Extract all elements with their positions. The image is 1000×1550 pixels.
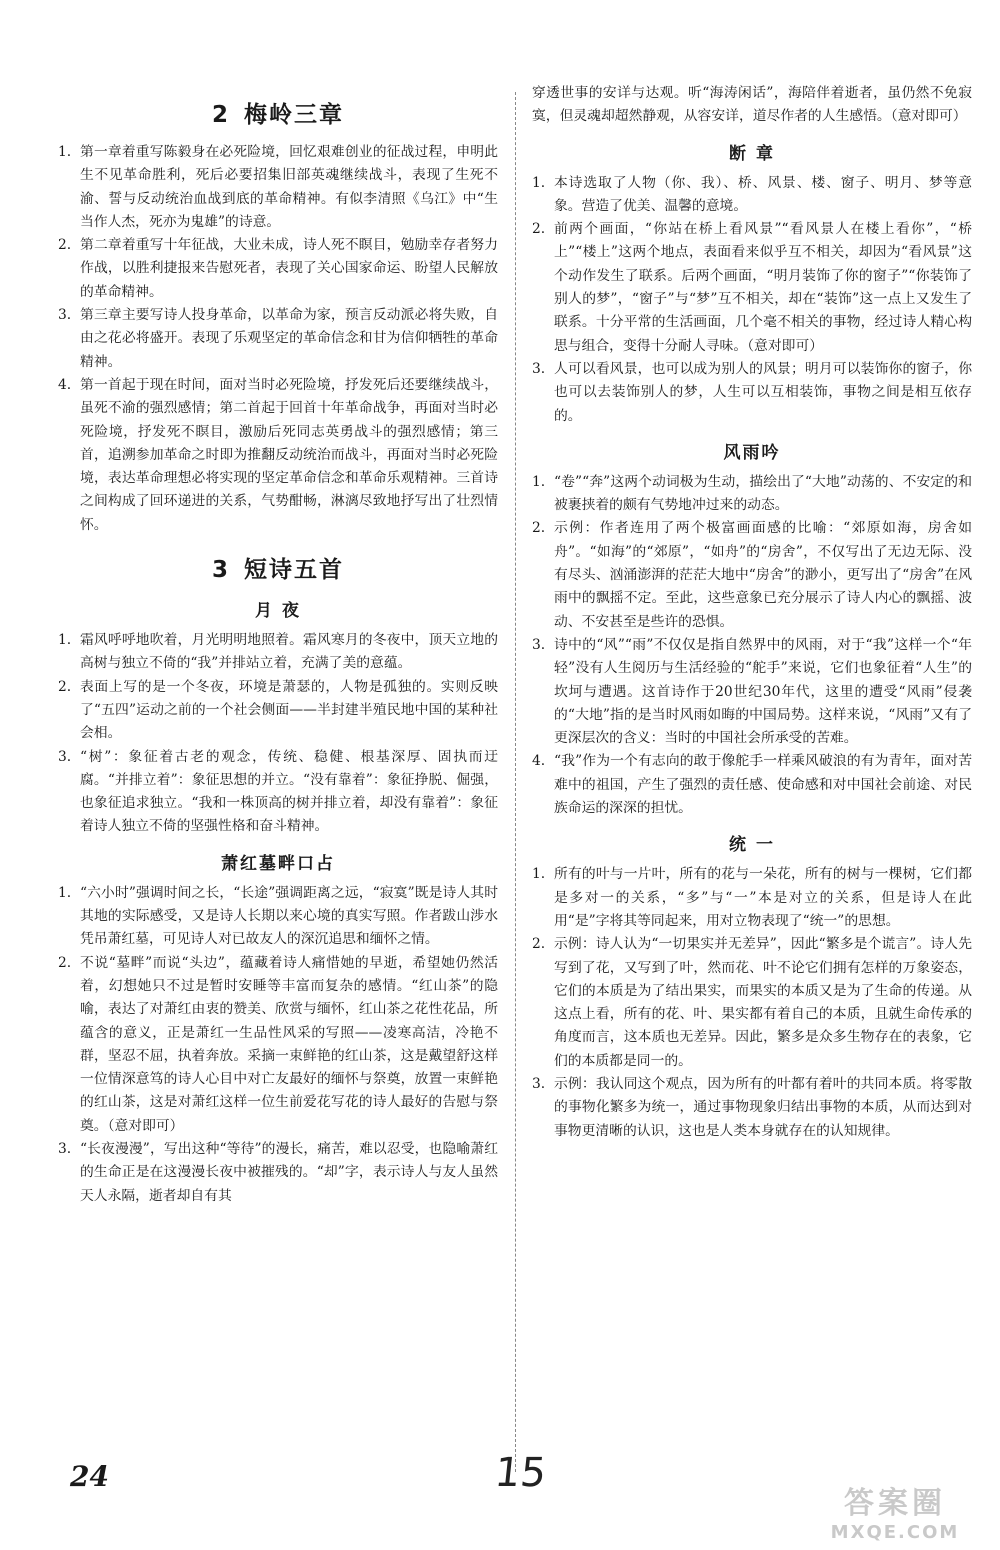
item-number: 1. — [58, 884, 72, 901]
item-text: “六小时”强调时间之长，“长途”强调距离之远，“寂寞”既是诗人其时其地的实际感受，又是诗人长期以来心境的真实写照。作者跋山涉水凭吊萧红墓，可见诗人对已故友人的深沉追思和缅怀之情。 — [80, 884, 498, 948]
answer-item — [58, 746, 498, 839]
item-text: 人可以看风景，也可以成为别人的风景；明月可以装饰你的窗子，你也可以去装饰别人的梦，人生可以互相装饰，事物之间是相互依存的。 — [554, 360, 972, 424]
chapter-heading-3 — [58, 551, 498, 584]
item-text: 第三章主要写诗人投身革命，以革命为家，预言反动派必将失败，自由之花必将盛开。表现了乐观坚定的革命信念和甘为信仰牺牲的革命精神。 — [80, 307, 498, 370]
item-number: 3. — [532, 1075, 546, 1092]
answer-item — [532, 172, 972, 219]
column-divider — [515, 92, 516, 1472]
item-text: “卷”“奔”这两个动词极为生动，描绘出了“大地”动荡的、不安定的和被裹挟着的颇有气势地冲过来的动态。 — [554, 473, 972, 514]
item-number: 2. — [532, 520, 546, 537]
item-number: 2. — [58, 678, 72, 695]
poem-title-tongyi: 统 一 — [729, 835, 775, 856]
answer-item — [532, 471, 972, 518]
item-number: 2. — [532, 221, 546, 238]
item-number: 3. — [58, 307, 72, 324]
left-column — [58, 82, 498, 1208]
item-number: 4. — [532, 753, 546, 770]
chapter-title: 短诗五首 — [244, 557, 344, 584]
item-number: 1. — [58, 144, 72, 160]
poem-title-duanzhang: 断 章 — [729, 143, 775, 164]
item-number: 2. — [58, 237, 72, 254]
answer-item — [58, 374, 498, 537]
poem-title-fengyuyin: 风雨吟 — [723, 442, 781, 463]
answer-item — [58, 882, 498, 952]
item-number: 1. — [532, 866, 546, 883]
poem-title-yueye: 月 夜 — [255, 601, 301, 622]
item-number: 3. — [532, 636, 546, 653]
chapter-heading-2 — [58, 96, 498, 129]
item-text: 前两个画面，“你站在桥上看风景”“看风景人在楼上看你”，“桥上”“楼上”这两个地点，表面看来似乎互不相关，却因为“看风景”这个动作发生了联系。后两个画面，“明月装饰了你的窗子”“你装饰了别人的梦”，“窗子”与“梦”互不相关，却在“装饰”这一点上又发生了联系。十分平常的生活画面，几个毫不相关的事物，经过诗人精心构思与组合，变得十分耐人寻味。（意对即可） — [554, 221, 972, 354]
item-text: “我”作为一个有志向的敢于像舵手一样乘风破浪的有为青年，面对苦难中的祖国，产生了强烈的责任感、使命感和对中国社会前途、对民族命运的深深的担忧。 — [554, 753, 972, 817]
answer-item — [532, 863, 972, 933]
watermark-text: 答案圈 — [844, 1486, 946, 1521]
item-number: 1. — [532, 473, 546, 490]
item-number: 2. — [58, 954, 72, 971]
item-number: 1. — [532, 174, 546, 191]
item-text: 第二章着重写十年征战，大业未成，诗人死不瞑目，勉励幸存者努力作战，以胜利捷报来告慰死者，表现了关心国家命运、盼望人民解放的革命精神。 — [80, 237, 498, 300]
item-number: 3. — [58, 1140, 72, 1157]
item-number: 3. — [58, 748, 72, 765]
page-number: 24 — [70, 1460, 109, 1493]
answer-item — [532, 634, 972, 750]
item-number: 2. — [532, 936, 546, 953]
chapter-number: 2 — [211, 102, 230, 128]
right-column — [532, 82, 972, 1143]
answer-item — [532, 358, 972, 428]
item-text: 不说“墓畔”而说“头边”，蕴藏着诗人痛惜她的早逝，希望她仍然活着，幻想她只不过是暂时安睡等丰富而复杂的感情。“红山茶”的隐喻，表达了对萧红由衷的赞美、欣赏与缅怀，红山茶之花性花品，所蕴含的意义，正是萧红一生品性风采的写照——凌寒高洁，冷艳不群，坚忍不屈，执着奔放。采摘一束鲜艳的红山茶，这是戴望舒这样一位情深意笃的诗人心目中对亡友最好的缅怀与祭奠，放置一束鲜艳的红山茶，这是对萧红这样一位生前爱花写花的诗人最好的告慰与祭奠。（意对即可） — [80, 954, 498, 1134]
answer-item — [58, 676, 498, 746]
item-text: “树”：象征着古老的观念，传统、稳健、根基深厚、固执而迂腐。“并排立着”：象征思想的并立。“没有靠着”：象征挣脱、倔强，也象征追求独立。“我和一株顶高的树并排立着，却没有靠着”：象征着诗人独立不倚的坚强性格和奋斗精神。 — [80, 748, 498, 835]
answer-item — [58, 234, 498, 304]
handwritten-note: 15 — [492, 1450, 549, 1496]
item-text: 示例：我认同这个观点，因为所有的叶都有着叶的共同本质。将零散的事物化繁多为统一，通过事物现象归结出事物的本质，从而达到对事物更清晰的认识，这也是人类本身就存在的认知规律。 — [554, 1075, 972, 1139]
answer-item — [58, 629, 498, 676]
answer-item — [532, 933, 972, 1073]
item-text: 第一章着重写陈毅身在必死险境，回忆艰难创业的征战过程，申明此生不见革命胜利，死后必要招集旧部英魂继续战斗，表现了生死不渝、誓与反动统治血战到底的革命精神。有似李清照《乌江》中“生当作人杰，死亦为鬼雄”的诗意。 — [80, 144, 498, 230]
item-text: 本诗选取了人物（你、我）、桥、风景、楼、窗子、明月、梦等意象。营造了优美、温馨的意境。 — [554, 174, 972, 214]
chapter-title: 梅岭三章 — [244, 102, 344, 128]
answer-item — [532, 750, 972, 820]
answer-item — [532, 1073, 972, 1143]
item-text: 第一首起于现在时间，面对当时必死险境，抒发死后还要继续战斗，虽死不渝的强烈感情；第二首起于回首十年革命战争，再面对当时必死险境，抒发死不瞑目，激励后死同志英勇战斗的强烈感情；第三首，追溯参加革命之时即为推翻反动统治而战斗，再面对当时必死险境，表达革命理想必将实现的坚定革命信念和革命乐观精神。三首诗之间构成了回环递进的关系，气势酣畅，淋漓尽致地抒写出了壮烈情怀。 — [80, 376, 498, 533]
answer-item — [58, 1138, 498, 1208]
item-text: 示例：作者连用了两个极富画面感的比喻：“郊原如海，房舍如舟”。“如海”的“郊原”，“如舟”的“房舍”，不仅写出了无边无际、没有尽头、汹涌澎湃的茫茫大地中“房舍”的渺小，更写出了“房舍”在风雨中的飘摇不定。至此，这些意象已充分展示了诗人内心的飘摇、波动、不安甚至是些许的恐惧。 — [554, 520, 972, 630]
item-text: “长夜漫漫”，写出这种“等待”的漫长，痛苦，难以忍受，也隐喻萧红的生命正是在这漫漫长夜中被摧残的。“却”字，表示诗人与友人虽然天人永隔，逝者却自有其 — [80, 1140, 498, 1204]
chapter-number: 3 — [211, 557, 230, 584]
answer-item — [58, 141, 498, 234]
continued-text: 穿透世事的安详与达观。听“海涛闲话”，海陪伴着逝者，虽仍然不免寂寞，但灵魂却超然静观，从容安详，道尽作者的人生感悟。（意对即可） — [532, 85, 972, 125]
item-number: 1. — [58, 632, 72, 649]
watermark-logo — [805, 1478, 985, 1546]
watermark-url: MXQE.COM — [830, 1522, 960, 1543]
item-number: 4. — [58, 376, 72, 393]
item-text: 所有的叶与一片叶，所有的花与一朵花，所有的树与一棵树，它们都是多对一的关系，“多”与“一”本是对立的关系，但是诗人在此用“是”字将其等同起来，用对立物表现了“统一”的思想。 — [554, 866, 972, 929]
poem-title-xiaohong: 萧红墓畔口占 — [221, 853, 335, 874]
answer-item — [532, 517, 972, 633]
answer-item — [58, 952, 498, 1138]
item-text: 示例：诗人认为“一切果实并无差异”，因此“繁多是个谎言”。诗人先写到了花，又写到了叶，然而花、叶不论它们拥有怎样的万象姿态，它们的本质是为了结出果实，而果实的本质又是为了生命的传递。从这点上看，所有的花、叶、果实都有着自己的本质，且就生命传承的角度而言，这本质也无差异。因此，繁多是众多生物存在的表象，它们的本质都是同一的。 — [554, 936, 972, 1069]
item-text: 表面上写的是一个冬夜，环境是萧瑟的，人物是孤独的。实则反映了“五四”运动之前的一个社会侧面——半封建半殖民地中国的某种社会相。 — [80, 678, 498, 742]
answer-item — [58, 304, 498, 374]
answer-item — [532, 218, 972, 358]
item-text: 诗中的“风”“雨”不仅仅是指自然界中的风雨，对于“我”这样一个“年轻”没有人生阅历与生活经验的“舵手”来说，它们也象征着“人生”的坎坷与遭遇。这首诗作于20世纪30年代，这里的遭受“风雨”侵袭的“大地”指的是当时风雨如晦的中国局势。这样来说，“风雨”又有了更深层次的含义：当时的中国社会所承受的苦难。 — [554, 636, 972, 747]
item-number: 3. — [532, 360, 546, 377]
item-text: 霜风呼呼地吹着，月光明明地照着。霜风寒月的冬夜中，顶天立地的高树与独立不倚的“我”并排站立着，充满了美的意蕴。 — [80, 632, 498, 672]
